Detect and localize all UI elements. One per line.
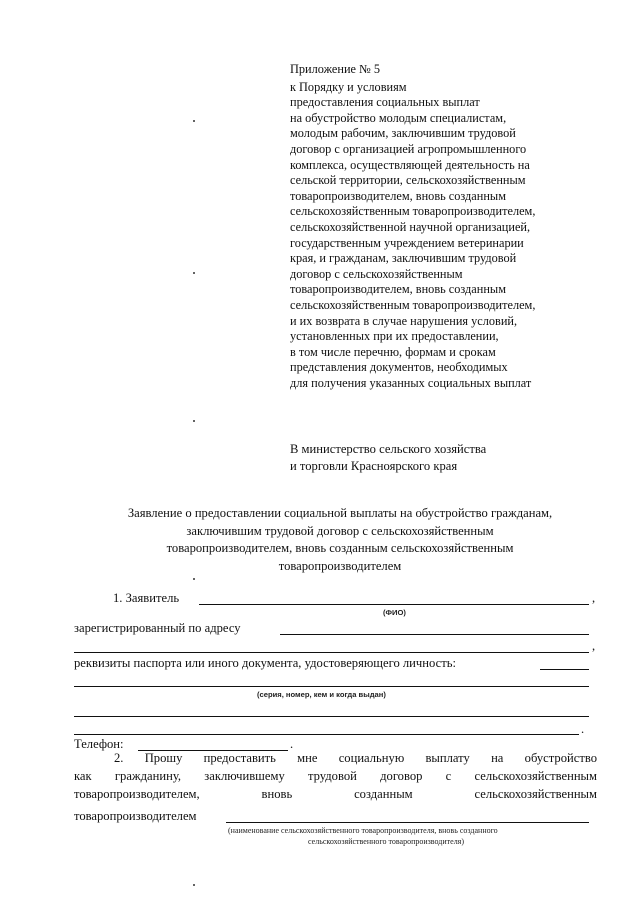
application-title — [60, 505, 620, 575]
address-comma: , — [592, 639, 596, 653]
appendix-line-10: сельскохозяйственным товаропроизводителем, — [290, 204, 536, 219]
appendix-line-15: товаропроизводителем, вновь созданным — [290, 282, 506, 297]
appendix-line-6: договор с организацией агропромышленного — [290, 141, 527, 156]
appendix-line-18: установленных при их предоставлении, — [290, 329, 499, 344]
passport-label: реквизиты паспорта или иного документа, удостоверяющего личность: — [74, 656, 456, 670]
request-line-2: как гражданину, заключившему трудовой договор с сельскохозяйственным — [74, 769, 597, 784]
request-paragraph — [74, 749, 597, 804]
appendix-line-16: сельскохозяйственным товаропроизводителем, — [290, 297, 536, 312]
scan-speck — [193, 420, 195, 422]
scan-speck — [193, 578, 195, 580]
appendix-line-14: договор с сельскохозяйственным — [290, 266, 463, 281]
appendix-header — [290, 62, 620, 391]
passport-field-line-3[interactable] — [74, 716, 589, 717]
appendix-line-11: сельскохозяйственной научной организацией, — [290, 219, 531, 234]
applicant-hint: (ФИО) — [383, 608, 406, 617]
appendix-line-13: края, и гражданам, заключившим трудовой — [290, 251, 517, 266]
applicant-name-field[interactable] — [199, 604, 589, 605]
address-field-line-1[interactable] — [280, 634, 589, 635]
appendix-line-5: молодым рабочим, заключившим трудовой — [290, 126, 516, 141]
request-line-3: товаропроизводителем, вновь созданным сельскохозяйственным — [74, 787, 597, 802]
appendix-line-1: Приложение № 5 — [290, 62, 381, 76]
appendix-line-20: представления документов, необходимых — [290, 360, 508, 375]
producer-hint-line-2: сельскохозяйственного товаропроизводителя) — [308, 837, 465, 846]
scan-speck — [193, 884, 195, 886]
scan-speck — [193, 120, 195, 122]
appendix-line-9: товаропроизводителем, вновь созданным — [290, 188, 506, 203]
title-line-1: Заявление о предоставлении социальной выплаты на обустройство гражданам, — [127, 506, 553, 520]
applicant-label: 1. Заявитель — [113, 591, 180, 605]
request-line-1: 2. Прошу предоставить мне социальную выплату на обустройство — [114, 751, 597, 765]
addressee-line-2: и торговли Красноярского края — [290, 458, 458, 473]
address-label: зарегистрированный по адресу — [74, 621, 241, 635]
appendix-line-12: государственным учреждением ветеринарии — [290, 235, 524, 250]
appendix-line-21: для получения указанных социальных выплат — [290, 375, 532, 390]
appendix-line-2: к Порядку и условиям — [290, 79, 407, 94]
applicant-comma: , — [592, 591, 596, 605]
title-line-3: товаропроизводителем, вновь созданным сельскохозяйственным — [166, 541, 514, 556]
producer-label: товаропроизводителем — [74, 809, 197, 823]
appendix-line-19: в том числе перечню, формам и срокам — [290, 344, 496, 359]
title-line-2: заключившим трудовой договор с сельскохозяйственным — [186, 523, 494, 538]
phone-period: . — [290, 737, 294, 751]
addressee-line-1: В министерство сельского хозяйства — [290, 442, 487, 456]
address-field-line-2[interactable] — [74, 652, 589, 653]
passport-hint: (серия, номер, кем и когда выдан) — [257, 690, 386, 699]
passport-period: . — [581, 722, 585, 736]
scan-speck — [193, 272, 195, 274]
appendix-line-7: комплекса, осуществляющей деятельность на — [290, 157, 530, 172]
producer-name-field[interactable] — [226, 822, 589, 823]
appendix-line-4: на обустройство молодым специалистам, — [290, 110, 507, 125]
appendix-line-17: и их возврата в случае нарушения условий, — [290, 313, 518, 328]
passport-field-line-1[interactable] — [540, 669, 589, 670]
passport-field-line-2[interactable] — [74, 686, 589, 687]
appendix-line-8: сельской территории, сельскохозяйственным — [290, 173, 526, 188]
addressee-block — [290, 441, 486, 474]
passport-field-line-4[interactable] — [74, 734, 579, 735]
phone-label: Телефон: — [74, 737, 124, 751]
appendix-line-3: предоставления социальных выплат — [290, 95, 480, 110]
producer-hint-line-1: (наименование сельскохозяйственного товаропроизводителя, вновь созданного — [228, 826, 498, 835]
title-line-4: товаропроизводителем — [278, 558, 402, 573]
